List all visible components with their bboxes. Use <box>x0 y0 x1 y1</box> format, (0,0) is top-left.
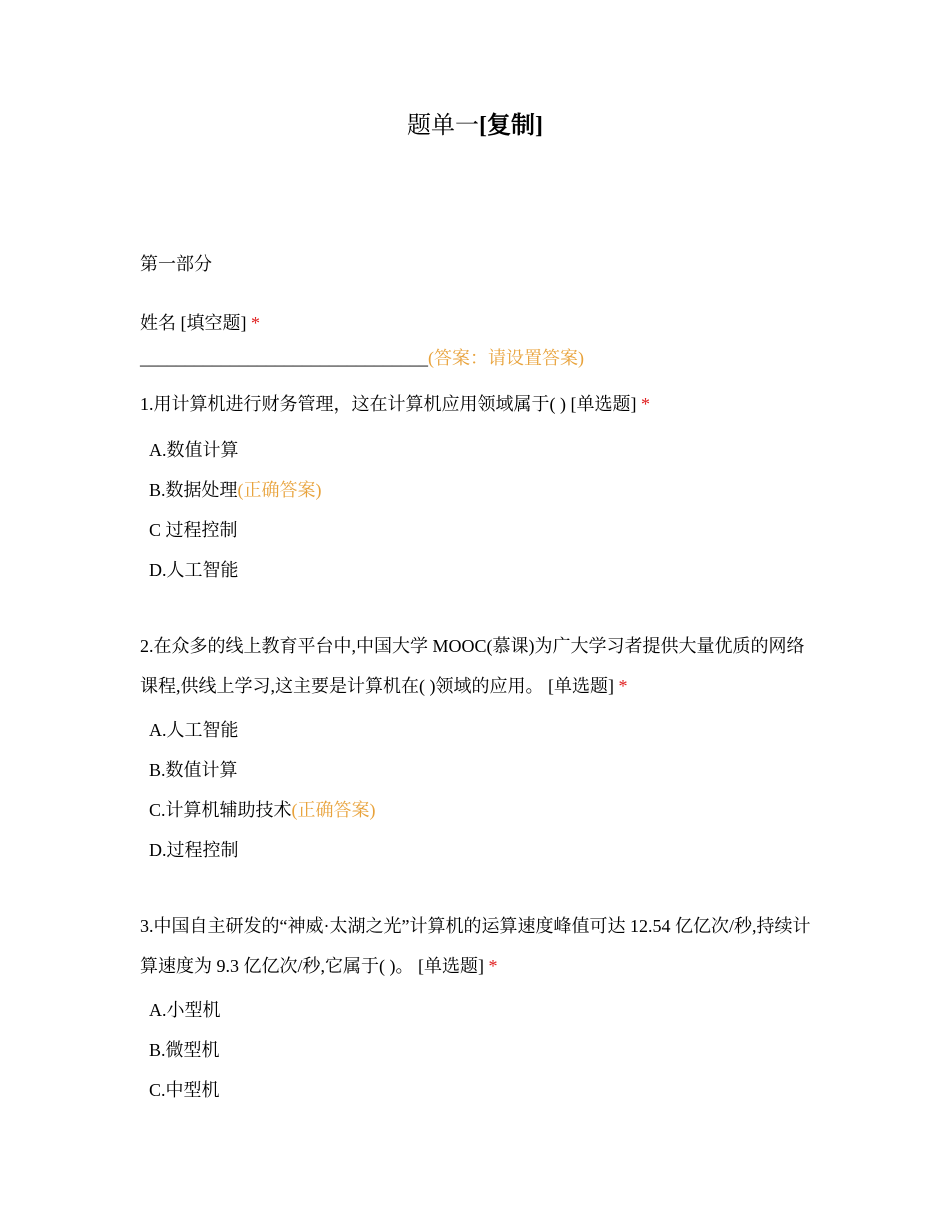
question-3-type: [单选题] <box>418 956 484 976</box>
question-1-option-c[interactable]: C 过程控制 <box>149 520 238 540</box>
section-heading: 第一部分 <box>140 254 212 274</box>
question-1 <box>140 384 820 424</box>
question-1-option-a[interactable]: A.数值计算 <box>149 440 239 460</box>
question-1-text: 1.用计算机进行财务管理，这在计算机应用领域属于( ) <box>140 394 566 414</box>
question-3-option-b[interactable]: B.微型机 <box>149 1040 220 1060</box>
question-3-text: 3.中国自主研发的“神威·太湖之光”计算机的运算速度峰值可达 12.54 亿亿次/秒,持续计算速度为 9.3 亿亿次/秒,它属于( )。 <box>140 916 811 976</box>
title-main: 题单一 <box>407 113 479 139</box>
question-2-required: * <box>618 676 628 696</box>
question-2-option-c[interactable]: C.计算机辅助技术(正确答案) <box>149 800 376 820</box>
question-2-type: [单选题] <box>548 676 614 696</box>
question-1-required: * <box>641 394 650 414</box>
question-1-type: [单选题] <box>570 394 637 414</box>
name-question <box>140 304 820 342</box>
answer-hint: (答案：请设置答案) <box>428 348 584 368</box>
question-1-option-d[interactable]: D.人工智能 <box>149 560 239 580</box>
correct-answer-mark: (正确答案) <box>237 480 322 500</box>
title-suffix: [复制] <box>479 113 543 139</box>
question-2 <box>140 626 820 706</box>
name-blank[interactable]: ________________________________ <box>140 348 428 368</box>
question-3-option-a[interactable]: A.小型机 <box>149 1000 221 1020</box>
question-3 <box>140 906 820 986</box>
question-2-option-d[interactable]: D.过程控制 <box>149 840 239 860</box>
question-3-option-c[interactable]: C.中型机 <box>149 1080 220 1100</box>
question-2-text: 2.在众多的线上教育平台中,中国大学 MOOC(慕课)为广大学习者提供大量优质的网络课程,供线上学习,这主要是计算机在( )领域的应用。 <box>140 636 805 696</box>
question-type: [填空题] <box>180 313 247 333</box>
question-2-option-b[interactable]: B.数值计算 <box>149 760 238 780</box>
name-answer-row <box>140 338 820 378</box>
question-2-option-a[interactable]: A.人工智能 <box>149 720 239 740</box>
correct-answer-mark: (正确答案) <box>291 800 376 820</box>
page-title <box>0 108 950 144</box>
question-3-required: * <box>488 956 498 976</box>
question-1-option-b[interactable]: B.数据处理(正确答案) <box>149 480 322 500</box>
required-marker: * <box>251 313 260 333</box>
name-label: 姓名 <box>140 313 176 333</box>
